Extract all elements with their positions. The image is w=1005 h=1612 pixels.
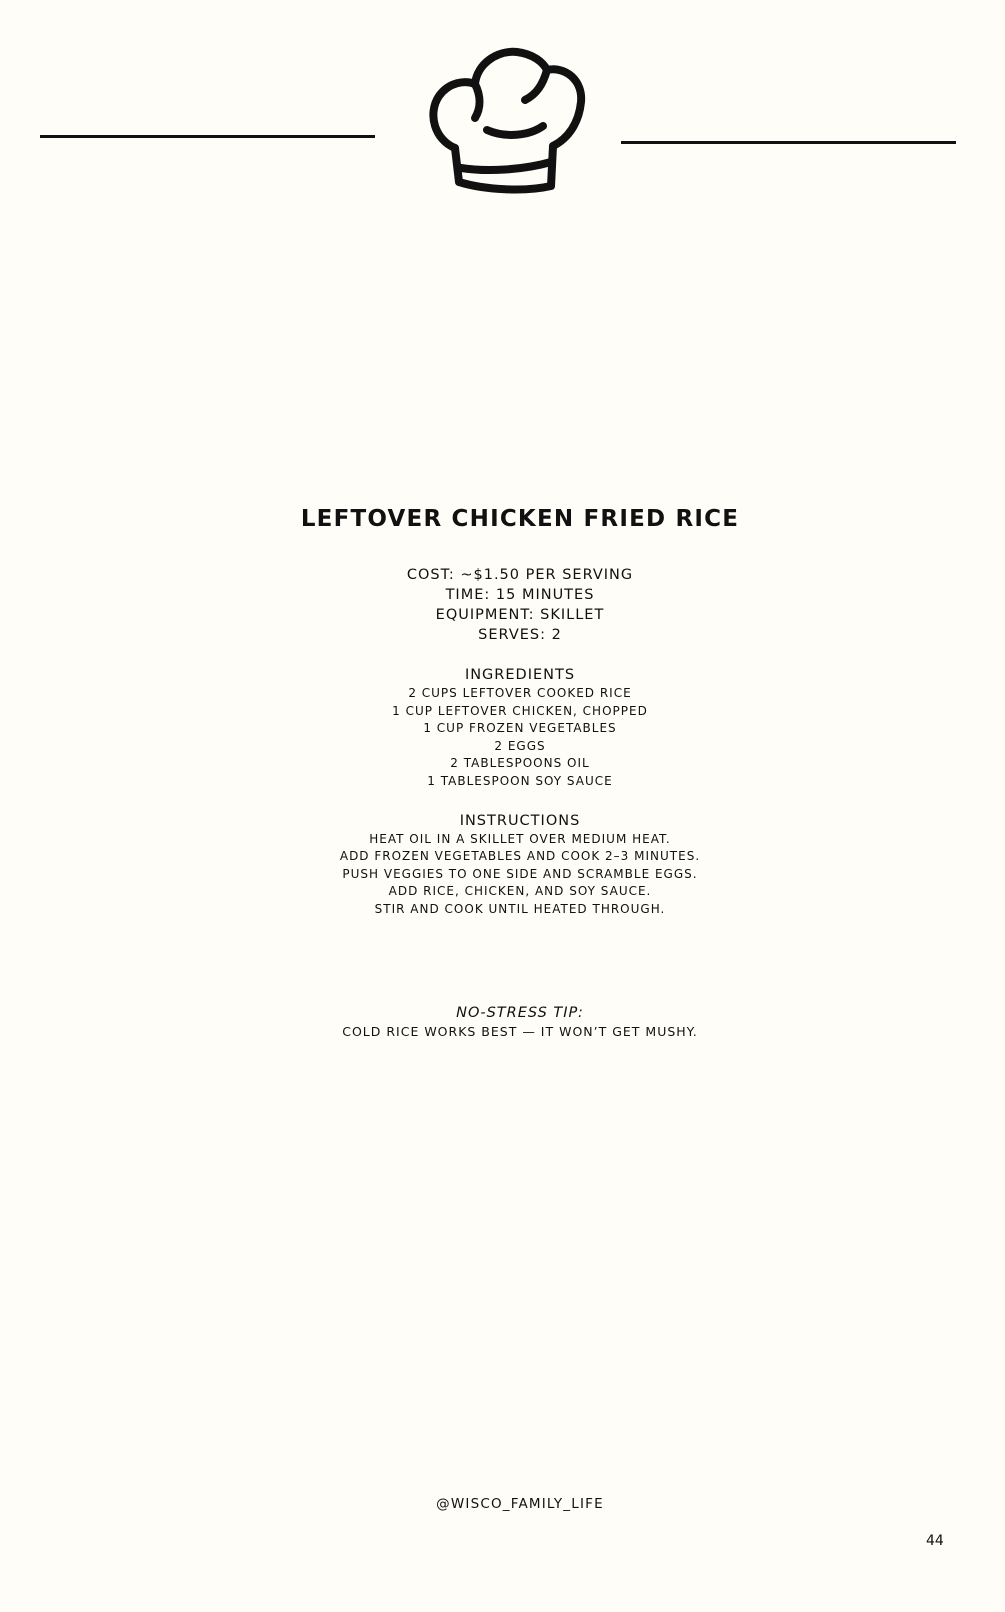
recipe-meta [0, 565, 1005, 645]
time-line: TIME: 15 MINUTES [445, 587, 595, 603]
instruction-step: ADD RICE, CHICKEN, AND SOY SAUCE. [388, 884, 652, 899]
instruction-step: ADD FROZEN VEGETABLES AND COOK 2–3 MINUTES. [339, 849, 701, 864]
instructions-list [0, 831, 1005, 919]
instructions-heading: INSTRUCTIONS [459, 812, 581, 829]
ingredients-list [0, 685, 1005, 791]
tip-text: COLD RICE WORKS BEST — IT WON’T GET MUSHY. [342, 1023, 698, 1039]
recipe-title: LEFTOVER CHICKEN FRIED RICE [300, 506, 740, 532]
header-rule-left [40, 135, 375, 138]
header-rule-right [621, 141, 956, 144]
ingredient-item: 2 EGGS [494, 738, 546, 753]
serves-line: SERVES: 2 [478, 627, 562, 643]
ingredient-item: 2 CUPS LEFTOVER COOKED RICE [408, 686, 632, 700]
instruction-step: STIR AND COOK UNTIL HEATED THROUGH. [374, 901, 666, 916]
recipe-card [0, 498, 1005, 1041]
ingredient-item: 1 CUP LEFTOVER CHICKEN, CHOPPED [392, 703, 648, 718]
instruction-step: PUSH VEGGIES TO ONE SIDE AND SCRAMBLE EGGS. [342, 866, 698, 881]
instruction-step: HEAT OIL IN A SKILLET OVER MEDIUM HEAT. [369, 831, 671, 846]
page-number: 44 [926, 1533, 944, 1549]
equipment-line: EQUIPMENT: SKILLET [435, 607, 605, 623]
chef-hat-icon [425, 44, 587, 194]
ingredient-item: 1 TABLESPOON SOY SAUCE [427, 773, 613, 788]
tip-heading: NO-STRESS TIP: [456, 1004, 584, 1021]
ingredient-item: 2 TABLESPOONS OIL [450, 756, 590, 771]
social-handle: @WISCO_FAMILY_LIFE [436, 1496, 604, 1512]
cost-line: COST: ~$1.50 PER SERVING [406, 567, 634, 583]
ingredients-heading: INGREDIENTS [464, 667, 576, 683]
ingredient-item: 1 CUP FROZEN VEGETABLES [423, 721, 617, 736]
